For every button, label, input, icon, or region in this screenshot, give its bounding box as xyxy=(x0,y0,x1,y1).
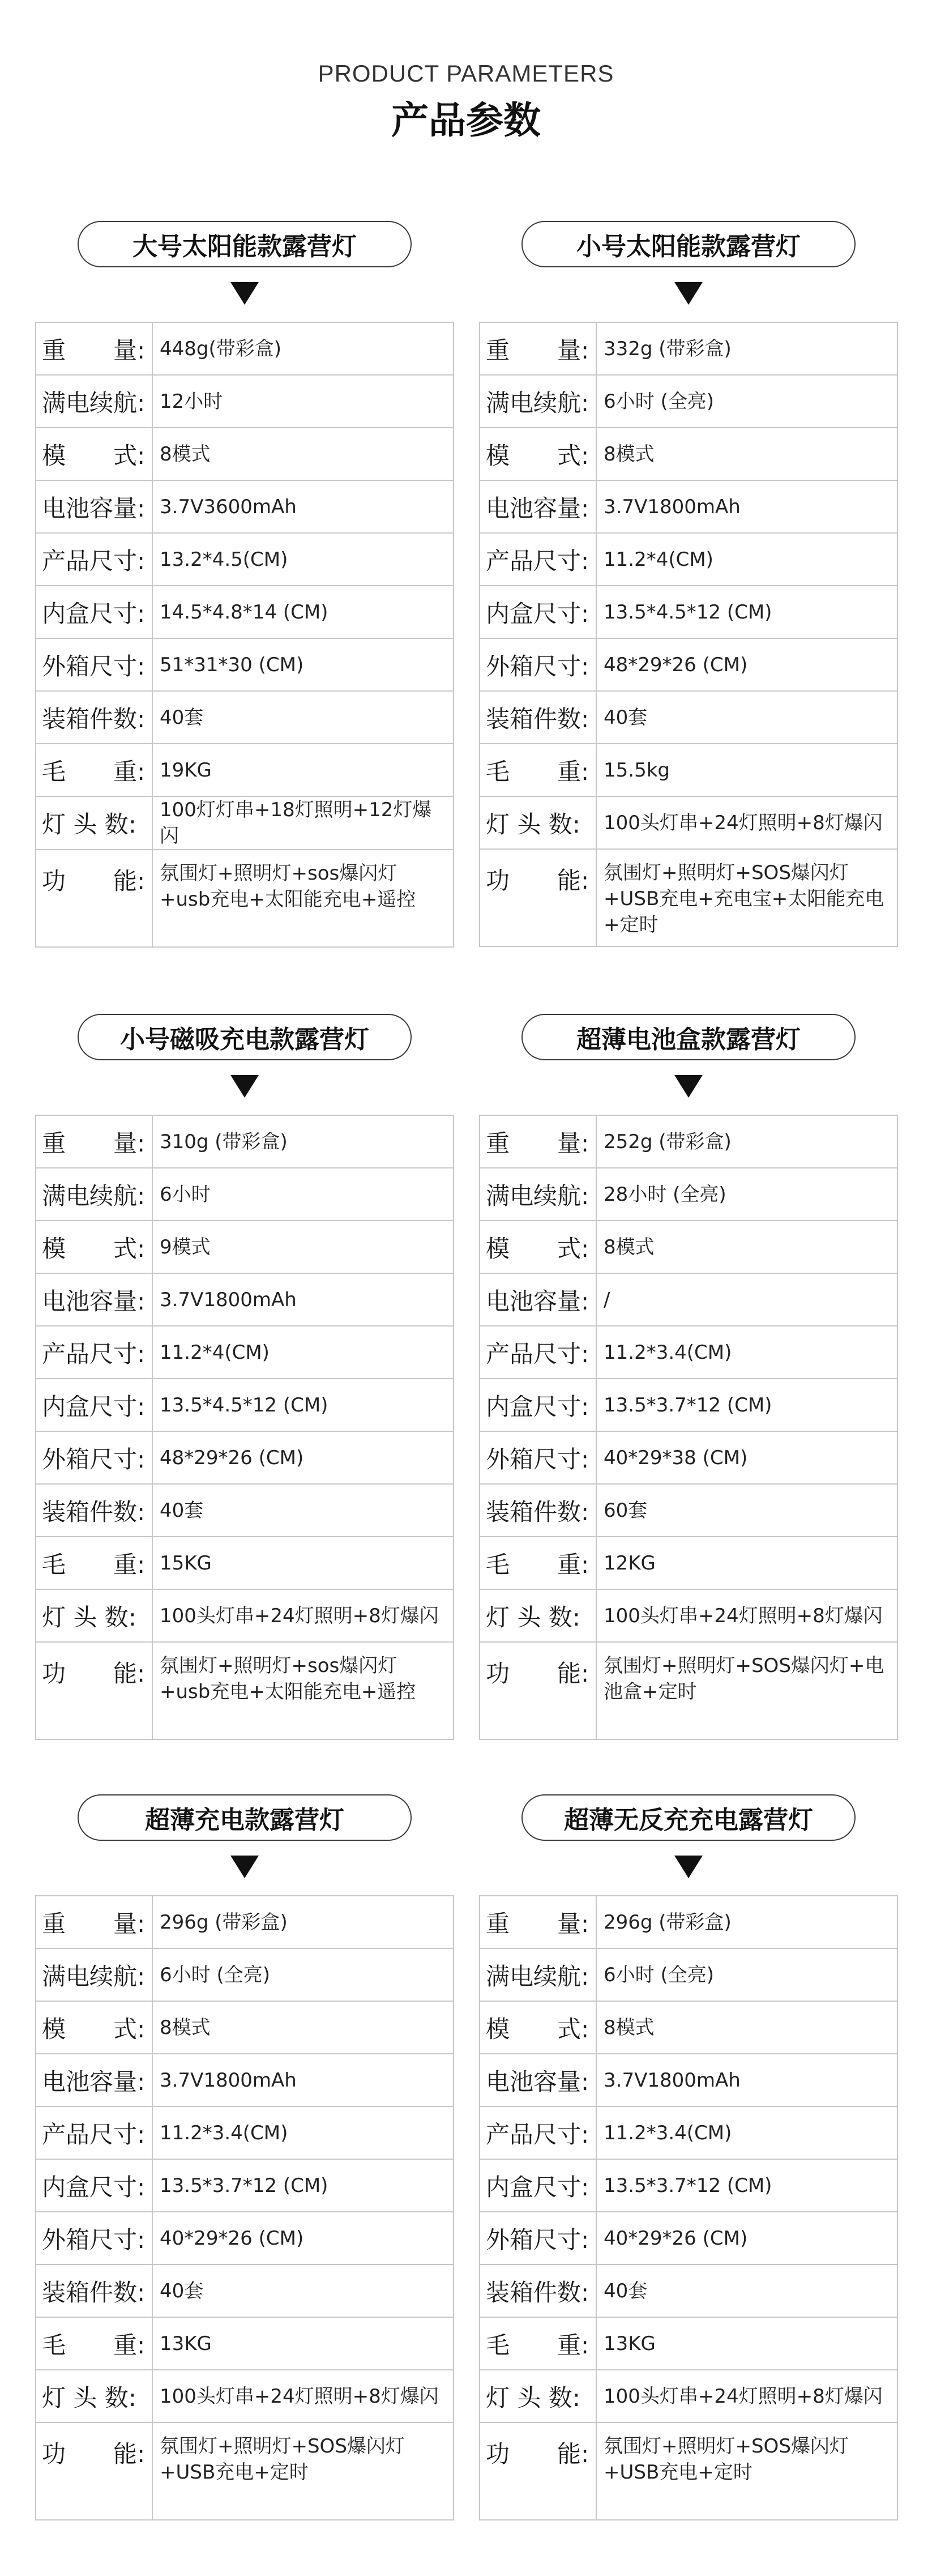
spec-value: 13KG xyxy=(596,2317,897,2370)
spec-value: 332g (带彩盒) xyxy=(596,322,897,375)
spec-row xyxy=(36,2370,454,2423)
spec-row xyxy=(36,2264,454,2317)
down-triangle-icon xyxy=(230,1075,259,1098)
spec-value: 9模式 xyxy=(152,1221,454,1273)
spec-label: 电池容量: xyxy=(480,480,596,533)
spec-value: 40套 xyxy=(596,2264,897,2317)
spec-value: 15KG xyxy=(152,1537,454,1589)
product-section xyxy=(0,1794,932,2576)
spec-row xyxy=(36,744,454,796)
spec-row xyxy=(480,1642,897,1739)
spec-value: 13.5*4.5*12 (CM) xyxy=(152,1379,454,1431)
down-triangle-icon xyxy=(674,1075,703,1098)
spec-value: 40套 xyxy=(596,691,897,744)
spec-label: 产品尺寸: xyxy=(480,2106,596,2159)
spec-value: 3.7V1800mAh xyxy=(152,1273,454,1326)
spec-row xyxy=(480,2423,897,2520)
spec-value: 8模式 xyxy=(152,428,454,480)
spec-row xyxy=(480,2054,897,2106)
spec-label: 灯 头 数: xyxy=(36,2370,152,2423)
spec-row xyxy=(36,1221,454,1273)
spec-value: 100头灯串+24灯照明+8灯爆闪 xyxy=(152,1589,454,1642)
spec-label: 功 能: xyxy=(480,2423,596,2520)
spec-value: 13.5*3.7*12 (CM) xyxy=(596,2159,897,2212)
spec-value: 13KG xyxy=(152,2317,454,2370)
spec-value: 100灯灯串+18灯照明+12灯爆闪 xyxy=(152,796,454,850)
spec-row xyxy=(36,322,454,375)
spec-label: 外箱尺寸: xyxy=(36,1431,152,1484)
page-title-en: PRODUCT PARAMETERS xyxy=(318,60,614,87)
spec-value: 13.5*3.7*12 (CM) xyxy=(152,2159,454,2212)
product-section xyxy=(0,221,932,1003)
spec-table xyxy=(479,1895,898,2520)
product-title: 超薄无反充充电露营灯 xyxy=(521,1794,856,1841)
spec-value: 40套 xyxy=(152,1484,454,1537)
spec-row xyxy=(36,1948,454,2001)
spec-value: 310g (带彩盒) xyxy=(152,1115,454,1168)
spec-row xyxy=(480,849,897,946)
spec-row xyxy=(480,1326,897,1379)
spec-value: 12小时 xyxy=(152,375,454,428)
spec-row xyxy=(480,586,897,638)
spec-label: 装箱件数: xyxy=(480,1484,596,1537)
spec-row xyxy=(36,2001,454,2054)
spec-row xyxy=(480,1948,897,2001)
spec-row xyxy=(36,2317,454,2370)
spec-label: 功 能: xyxy=(36,1642,152,1739)
spec-value: 48*29*26 (CM) xyxy=(596,638,897,691)
spec-row xyxy=(36,428,454,480)
spec-label: 产品尺寸: xyxy=(36,1326,152,1379)
spec-row xyxy=(36,2106,454,2159)
spec-label: 外箱尺寸: xyxy=(480,638,596,691)
spec-value: 氛围灯+照明灯+SOS爆闪灯+电池盒+定时 xyxy=(596,1642,897,1739)
spec-value: 296g (带彩盒) xyxy=(152,1896,454,1948)
spec-label: 功 能: xyxy=(36,2423,152,2520)
spec-label: 装箱件数: xyxy=(480,2264,596,2317)
spec-label: 毛 重: xyxy=(36,744,152,796)
spec-row xyxy=(36,2054,454,2106)
spec-row xyxy=(480,480,897,533)
spec-row xyxy=(480,1273,897,1326)
spec-value: 6小时 (全亮) xyxy=(596,375,897,428)
spec-label: 满电续航: xyxy=(36,1168,152,1221)
spec-row xyxy=(36,1379,454,1431)
spec-row xyxy=(36,480,454,533)
spec-label: 重 量: xyxy=(36,1115,152,1168)
spec-row xyxy=(36,1896,454,1948)
spec-row xyxy=(480,1221,897,1273)
spec-label: 电池容量: xyxy=(36,1273,152,1326)
spec-row xyxy=(480,1896,897,1948)
spec-label: 内盒尺寸: xyxy=(36,1379,152,1431)
spec-value: 11.2*3.4(CM) xyxy=(152,2106,454,2159)
spec-value: 8模式 xyxy=(596,1221,897,1273)
spec-row xyxy=(36,1273,454,1326)
product-title: 超薄充电款露营灯 xyxy=(78,1794,412,1841)
spec-value: 28小时 (全亮) xyxy=(596,1168,897,1221)
spec-row xyxy=(36,691,454,744)
spec-label: 装箱件数: xyxy=(36,691,152,744)
spec-value: 100头灯串+24灯照明+8灯爆闪 xyxy=(152,2370,454,2423)
spec-label: 内盒尺寸: xyxy=(480,1379,596,1431)
spec-value: 40*29*26 (CM) xyxy=(596,2212,897,2264)
spec-value: 100头灯串+24灯照明+8灯爆闪 xyxy=(596,2370,897,2423)
spec-label: 产品尺寸: xyxy=(480,533,596,586)
spec-value: 8模式 xyxy=(596,428,897,480)
spec-row xyxy=(480,428,897,480)
spec-label: 毛 重: xyxy=(36,2317,152,2370)
spec-label: 毛 重: xyxy=(480,2317,596,2370)
spec-row xyxy=(36,586,454,638)
spec-value: 3.7V1800mAh xyxy=(596,2054,897,2106)
spec-label: 内盒尺寸: xyxy=(480,2159,596,2212)
spec-label: 产品尺寸: xyxy=(36,533,152,586)
down-triangle-icon xyxy=(674,282,703,305)
spec-value: 51*31*30 (CM) xyxy=(152,638,454,691)
spec-row xyxy=(480,2106,897,2159)
spec-label: 灯 头 数: xyxy=(480,796,596,849)
product-title: 超薄电池盒款露营灯 xyxy=(521,1014,856,1060)
spec-value: 6小时 xyxy=(152,1168,454,1221)
spec-label: 满电续航: xyxy=(36,1948,152,2001)
spec-row xyxy=(480,1168,897,1221)
spec-label: 重 量: xyxy=(480,1115,596,1168)
down-triangle-icon xyxy=(230,1856,259,1878)
spec-label: 重 量: xyxy=(36,322,152,375)
spec-row xyxy=(480,796,897,849)
spec-label: 装箱件数: xyxy=(36,1484,152,1537)
spec-row xyxy=(36,533,454,586)
spec-value: 13.2*4.5(CM) xyxy=(152,533,454,586)
spec-row xyxy=(36,850,454,947)
spec-label: 电池容量: xyxy=(480,1273,596,1326)
spec-row xyxy=(480,744,897,796)
spec-row xyxy=(480,1537,897,1589)
spec-row xyxy=(36,1168,454,1221)
spec-value: 40*29*38 (CM) xyxy=(596,1431,897,1484)
spec-value: 40套 xyxy=(152,691,454,744)
spec-label: 内盒尺寸: xyxy=(36,586,152,638)
spec-value: 11.2*4(CM) xyxy=(152,1326,454,1379)
spec-value: 氛围灯+照明灯+sos爆闪灯+usb充电+太阳能充电+遥控 xyxy=(152,850,454,947)
spec-row xyxy=(480,691,897,744)
spec-label: 模 式: xyxy=(36,428,152,480)
spec-value: 14.5*4.8*14 (CM) xyxy=(152,586,454,638)
spec-value: 8模式 xyxy=(152,2001,454,2054)
spec-row xyxy=(480,1431,897,1484)
spec-row xyxy=(36,1537,454,1589)
spec-label: 重 量: xyxy=(36,1896,152,1948)
spec-label: 灯 头 数: xyxy=(480,1589,596,1642)
spec-label: 毛 重: xyxy=(36,1537,152,1589)
spec-label: 重 量: xyxy=(480,1896,596,1948)
spec-row xyxy=(480,638,897,691)
spec-value: 252g (带彩盒) xyxy=(596,1115,897,1168)
spec-row xyxy=(36,1589,454,1642)
spec-table xyxy=(479,322,898,947)
spec-value: 8模式 xyxy=(596,2001,897,2054)
spec-label: 毛 重: xyxy=(480,1537,596,1589)
down-triangle-icon xyxy=(674,1856,703,1878)
spec-label: 模 式: xyxy=(36,2001,152,2054)
spec-value: 11.2*3.4(CM) xyxy=(596,1326,897,1379)
spec-row xyxy=(36,638,454,691)
spec-label: 灯 头 数: xyxy=(36,1589,152,1642)
spec-table xyxy=(35,1115,454,1740)
spec-label: 灯 头 数: xyxy=(480,2370,596,2423)
spec-row xyxy=(480,1115,897,1168)
spec-value: 40*29*26 (CM) xyxy=(152,2212,454,2264)
spec-label: 模 式: xyxy=(480,2001,596,2054)
spec-value: 296g (带彩盒) xyxy=(596,1896,897,1948)
spec-label: 模 式: xyxy=(480,1221,596,1273)
spec-value: 3.7V1800mAh xyxy=(596,480,897,533)
spec-label: 装箱件数: xyxy=(480,691,596,744)
product-title: 大号太阳能款露营灯 xyxy=(78,221,412,267)
page-title-cn: 产品参数 xyxy=(391,99,541,142)
spec-row xyxy=(36,2159,454,2212)
spec-label: 模 式: xyxy=(480,428,596,480)
spec-value: 氛围灯+照明灯+SOS爆闪灯+USB充电+定时 xyxy=(596,2423,897,2520)
spec-label: 电池容量: xyxy=(36,480,152,533)
spec-row xyxy=(480,375,897,428)
spec-label: 电池容量: xyxy=(36,2054,152,2106)
spec-value: 氛围灯+照明灯+sos爆闪灯+usb充电+太阳能充电+遥控 xyxy=(152,1642,454,1739)
spec-row xyxy=(480,1484,897,1537)
spec-value: 11.2*3.4(CM) xyxy=(596,2106,897,2159)
spec-label: 产品尺寸: xyxy=(36,2106,152,2159)
spec-value: 448g(带彩盒) xyxy=(152,322,454,375)
product-title: 小号磁吸充电款露营灯 xyxy=(78,1014,412,1060)
spec-value: / xyxy=(596,1273,897,1326)
spec-value: 3.7V3600mAh xyxy=(152,480,454,533)
page-header xyxy=(0,57,932,146)
spec-value: 6小时 (全亮) xyxy=(152,1948,454,2001)
spec-label: 满电续航: xyxy=(480,1168,596,1221)
spec-table xyxy=(35,322,454,948)
spec-value: 11.2*4(CM) xyxy=(596,533,897,586)
spec-row xyxy=(36,2423,454,2520)
spec-label: 毛 重: xyxy=(480,744,596,796)
spec-value: 12KG xyxy=(596,1537,897,1589)
spec-row xyxy=(36,2212,454,2264)
spec-label: 功 能: xyxy=(480,849,596,946)
product-section xyxy=(0,1014,932,1795)
spec-label: 功 能: xyxy=(480,1642,596,1739)
spec-label: 内盒尺寸: xyxy=(36,2159,152,2212)
spec-value: 6小时 (全亮) xyxy=(596,1948,897,2001)
spec-label: 外箱尺寸: xyxy=(480,2212,596,2264)
spec-label: 功 能: xyxy=(36,850,152,947)
spec-label: 内盒尺寸: xyxy=(480,586,596,638)
spec-row xyxy=(36,1431,454,1484)
spec-value: 100头灯串+24灯照明+8灯爆闪 xyxy=(596,796,897,849)
spec-row xyxy=(480,2317,897,2370)
spec-label: 产品尺寸: xyxy=(480,1326,596,1379)
spec-label: 重 量: xyxy=(480,322,596,375)
spec-row xyxy=(36,1326,454,1379)
spec-label: 外箱尺寸: xyxy=(480,1431,596,1484)
spec-label: 模 式: xyxy=(36,1221,152,1273)
spec-value: 氛围灯+照明灯+SOS爆闪灯+USB充电+充电宝+太阳能充电+定时 xyxy=(596,849,897,946)
spec-label: 外箱尺寸: xyxy=(36,638,152,691)
spec-label: 满电续航: xyxy=(480,375,596,428)
spec-value: 3.7V1800mAh xyxy=(152,2054,454,2106)
spec-value: 60套 xyxy=(596,1484,897,1537)
product-title: 小号太阳能款露营灯 xyxy=(521,221,856,267)
spec-value: 40套 xyxy=(152,2264,454,2317)
spec-row xyxy=(480,2370,897,2423)
spec-value: 15.5kg xyxy=(596,744,897,796)
spec-label: 满电续航: xyxy=(480,1948,596,2001)
down-triangle-icon xyxy=(230,282,259,305)
spec-row xyxy=(480,1589,897,1642)
spec-label: 满电续航: xyxy=(36,375,152,428)
spec-value: 100头灯串+24灯照明+8灯爆闪 xyxy=(596,1589,897,1642)
spec-row xyxy=(36,1642,454,1739)
spec-row xyxy=(36,796,454,850)
spec-row xyxy=(480,322,897,375)
spec-value: 氛围灯+照明灯+SOS爆闪灯+USB充电+定时 xyxy=(152,2423,454,2520)
spec-row xyxy=(36,1484,454,1537)
spec-table xyxy=(479,1115,898,1740)
spec-value: 48*29*26 (CM) xyxy=(152,1431,454,1484)
spec-value: 19KG xyxy=(152,744,454,796)
spec-value: 13.5*3.7*12 (CM) xyxy=(596,1379,897,1431)
spec-label: 外箱尺寸: xyxy=(36,2212,152,2264)
spec-row xyxy=(480,2212,897,2264)
spec-label: 装箱件数: xyxy=(36,2264,152,2317)
spec-row xyxy=(480,533,897,586)
spec-row xyxy=(480,2159,897,2212)
spec-table xyxy=(35,1895,454,2520)
spec-row xyxy=(480,2264,897,2317)
spec-value: 13.5*4.5*12 (CM) xyxy=(596,586,897,638)
spec-label: 电池容量: xyxy=(480,2054,596,2106)
spec-label: 灯 头 数: xyxy=(36,796,152,850)
spec-row xyxy=(36,375,454,428)
spec-row xyxy=(36,1115,454,1168)
spec-row xyxy=(480,2001,897,2054)
spec-row xyxy=(480,1379,897,1431)
